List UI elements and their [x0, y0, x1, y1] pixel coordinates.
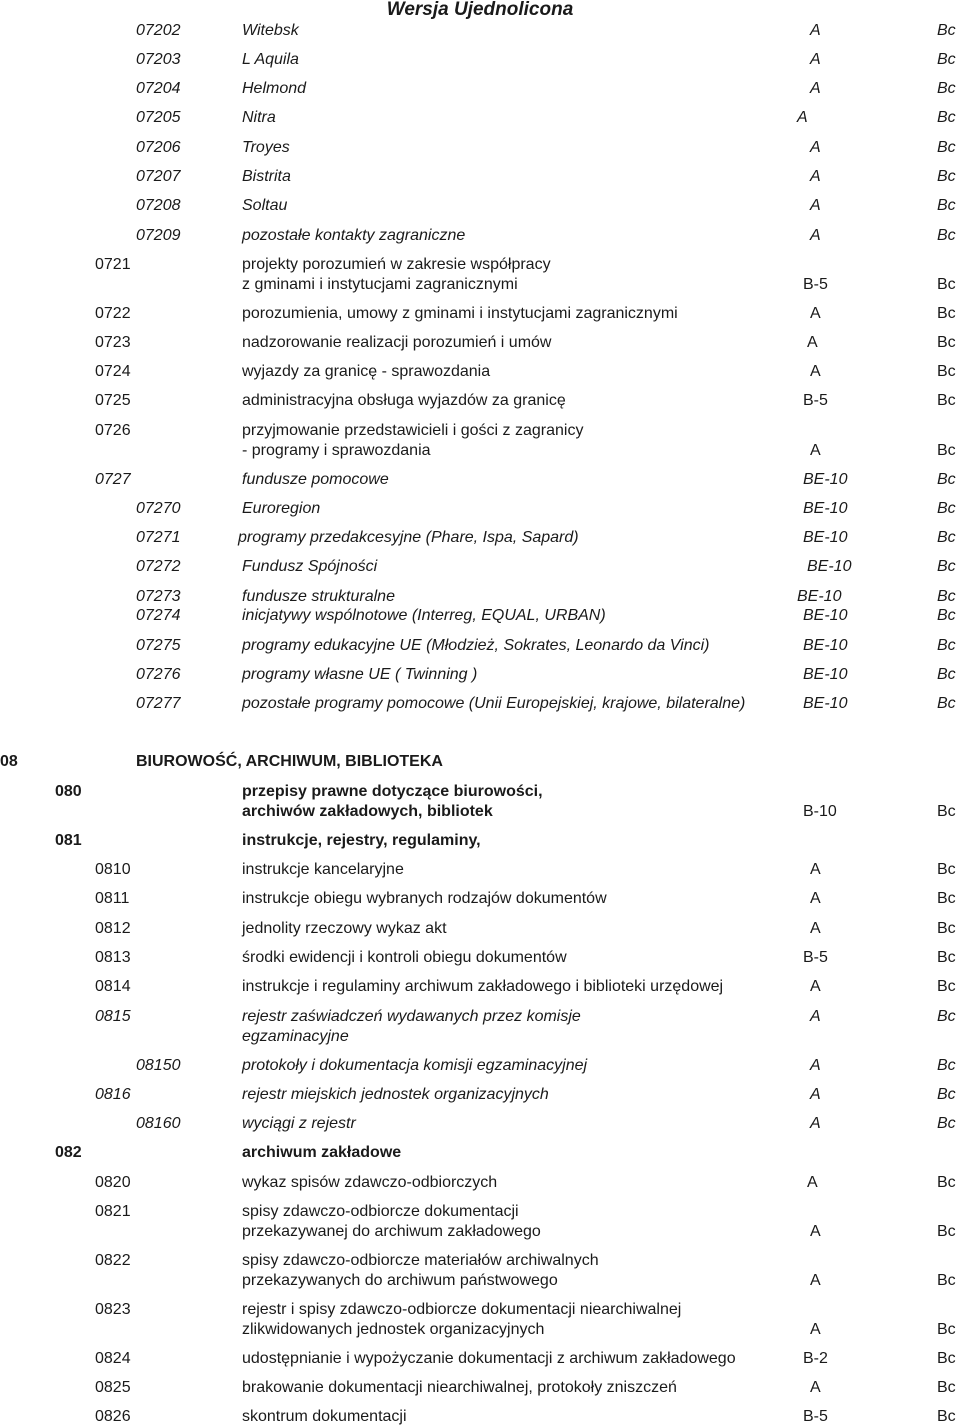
row-description: środki ewidencji i kontroli obiegu dokumentów — [242, 949, 567, 966]
row-period: Bc — [937, 109, 956, 126]
row-period: Bc — [937, 227, 956, 244]
row-description: Fundusz Spójności — [242, 558, 378, 575]
row-code: 07208 — [136, 197, 181, 214]
row-code: 0821 — [95, 1203, 131, 1220]
row-code: 0811 — [95, 890, 130, 907]
row-description: instrukcje obiegu wybranych rodzajów dokumentów — [242, 890, 607, 907]
row-code: 07209 — [136, 227, 181, 244]
row-code: 07205 — [136, 109, 181, 126]
row-period: Bc — [937, 1320, 956, 1338]
row-code: 08150 — [136, 1057, 181, 1074]
row-description-continued: - programy i sprawozdania — [242, 441, 431, 459]
row-category: BE-10 — [803, 666, 848, 683]
row-code: 0813 — [95, 949, 131, 966]
row-period: Bc — [937, 1271, 956, 1289]
row-code: 0814 — [95, 978, 131, 995]
row-description-continued: egzaminacyjne — [242, 1027, 349, 1045]
row-description: udostępnianie i wypożyczanie dokumentacji z archiwum zakładowego — [242, 1350, 736, 1367]
row-description: przepisy prawne dotyczące biurowości, — [242, 783, 543, 800]
row-period: Bc — [937, 666, 956, 683]
table-row — [0, 782, 960, 822]
row-category: BE-10 — [807, 558, 852, 575]
row-period: Bc — [937, 588, 956, 605]
row-code: 07272 — [136, 558, 181, 575]
row-description: fundusze strukturalne — [242, 588, 395, 605]
row-code: 0725 — [95, 392, 131, 409]
row-code: 0723 — [95, 334, 131, 351]
row-category: A — [797, 109, 808, 126]
row-period: Bc — [937, 949, 956, 966]
row-category: A — [810, 1115, 821, 1132]
row-category: A — [810, 861, 821, 878]
row-description: projekty porozumień w zakresie współpracy — [242, 256, 551, 273]
row-period: Bc — [937, 802, 956, 820]
row-category: A — [810, 363, 821, 380]
row-code: 0824 — [95, 1350, 131, 1367]
row-period: Bc — [937, 1008, 956, 1025]
row-category: A — [807, 1174, 818, 1191]
row-code: 0721 — [95, 256, 131, 273]
row-category: A — [810, 1086, 821, 1103]
row-category: A — [810, 168, 821, 185]
row-code: 0816 — [95, 1086, 131, 1103]
row-category: A — [810, 1057, 821, 1074]
row-category: A — [810, 22, 821, 39]
row-code: 080 — [55, 783, 82, 800]
row-period: Bc — [937, 275, 956, 293]
section-code: 08 — [0, 753, 18, 770]
table-row — [0, 1407, 960, 1427]
row-code: 07276 — [136, 666, 181, 683]
row-description: Witebsk — [242, 22, 299, 39]
row-category: B-5 — [803, 275, 828, 293]
row-category: A — [807, 334, 818, 351]
page-title: Wersja Ujednolicona — [386, 0, 574, 20]
row-period: Bc — [937, 441, 956, 459]
row-description: instrukcje kancelaryjne — [242, 861, 404, 878]
row-period: Bc — [937, 363, 956, 380]
row-description: pozostałe programy pomocowe (Unii Europejskiej, krajowe, bilateralne) — [242, 695, 746, 712]
row-description: Bistrita — [242, 168, 291, 185]
table-row — [0, 694, 960, 734]
row-category: B-10 — [803, 802, 837, 820]
row-code: 0823 — [95, 1301, 131, 1318]
table-row — [0, 255, 960, 295]
row-category: A — [810, 51, 821, 68]
row-category: A — [810, 1008, 821, 1025]
row-code: 0815 — [95, 1008, 131, 1025]
row-category: BE-10 — [803, 637, 848, 654]
row-code: 07277 — [136, 695, 181, 712]
row-code: 0727 — [95, 471, 131, 488]
row-code: 07207 — [136, 168, 181, 185]
row-period: Bc — [937, 1379, 956, 1396]
row-description: rejestr miejskich jednostek organizacyjnych — [242, 1086, 549, 1103]
row-category: A — [810, 305, 821, 322]
row-code: 07274 — [136, 607, 181, 624]
row-period: Bc — [937, 861, 956, 878]
row-category: B-5 — [803, 1408, 828, 1425]
row-description: programy własne UE ( Twinning ) — [242, 666, 478, 683]
row-description: porozumienia, umowy z gminami i instytucjami zagranicznymi — [242, 305, 678, 322]
row-period: Bc — [937, 890, 956, 907]
row-code: 07275 — [136, 637, 181, 654]
row-code: 0724 — [95, 363, 131, 380]
row-description-continued: z gminami i instytucjami zagranicznymi — [242, 275, 518, 293]
row-category: A — [810, 1320, 821, 1338]
row-description: Troyes — [242, 139, 290, 156]
table-row — [0, 1300, 960, 1340]
row-period: Bc — [937, 51, 956, 68]
row-category: BE-10 — [803, 500, 848, 517]
row-code: 07204 — [136, 80, 181, 97]
row-category: B-5 — [803, 949, 828, 966]
row-period: Bc — [937, 978, 956, 995]
table-row — [0, 421, 960, 461]
row-description: wyjazdy za granicę - sprawozdania — [242, 363, 491, 380]
row-description: rejestr i spisy zdawczo-odbiorcze dokumentacji niearchiwalnej — [242, 1301, 682, 1318]
row-category: A — [810, 197, 821, 214]
row-code: 07202 — [136, 22, 181, 39]
row-period: Bc — [937, 607, 956, 624]
row-category: A — [810, 1222, 821, 1240]
row-description: nadzorowanie realizacji porozumień i umów — [242, 334, 552, 351]
row-category: A — [810, 227, 821, 244]
row-period: Bc — [937, 334, 956, 351]
row-code: 0722 — [95, 305, 131, 322]
row-description: Euroregion — [242, 500, 321, 517]
row-code: 082 — [55, 1144, 82, 1161]
row-description-continued: przekazywanych do archiwum państwowego — [242, 1271, 558, 1289]
row-category: A — [810, 1271, 821, 1289]
row-description: inicjatywy wspólnotowe (Interreg, EQUAL, URBAN) — [242, 607, 606, 624]
row-description: jednolity rzeczowy wykaz akt — [242, 920, 447, 937]
row-code: 0726 — [95, 422, 131, 439]
row-period: Bc — [937, 1057, 956, 1074]
row-code: 0825 — [95, 1379, 131, 1396]
row-period: Bc — [937, 1115, 956, 1132]
row-code: 081 — [55, 832, 82, 849]
row-category: BE-10 — [797, 588, 842, 605]
row-description: L Aquila — [242, 51, 299, 68]
row-category: BE-10 — [803, 695, 848, 712]
row-period: Bc — [937, 920, 956, 937]
row-period: Bc — [937, 168, 956, 185]
row-code: 07203 — [136, 51, 181, 68]
row-description: protokoły i dokumentacja komisji egzaminacyjnej — [242, 1057, 588, 1074]
row-category: A — [810, 920, 821, 937]
row-description: skontrum dokumentacji — [242, 1408, 407, 1425]
row-description: wykaz spisów zdawczo-odbiorczych — [242, 1174, 498, 1191]
row-code: 0822 — [95, 1252, 131, 1269]
row-period: Bc — [937, 1086, 956, 1103]
section-title: BIUROWOŚĆ, ARCHIWUM, BIBLIOTEKA — [136, 753, 443, 770]
row-description: brakowanie dokumentacji niearchiwalnej, protokoły zniszczeń — [242, 1379, 677, 1396]
row-description: przyjmowanie przedstawicieli i gości z zagranicy — [242, 422, 584, 439]
table-row — [0, 1202, 960, 1242]
row-code: 0820 — [95, 1174, 131, 1191]
row-description: archiwum zakładowe — [242, 1144, 402, 1161]
row-period: Bc — [937, 1174, 956, 1191]
row-description: spisy zdawczo-odbiorcze materiałów archiwalnych — [242, 1252, 599, 1269]
row-period: Bc — [937, 139, 956, 156]
row-period: Bc — [937, 695, 956, 712]
row-description: programy przedakcesyjne (Phare, Ispa, Sapard) — [238, 529, 579, 546]
row-category: A — [810, 890, 821, 907]
row-period: Bc — [937, 305, 956, 322]
row-period: Bc — [937, 392, 956, 409]
row-code: 07270 — [136, 500, 181, 517]
row-code: 07271 — [136, 529, 181, 546]
row-description: Soltau — [242, 197, 288, 214]
row-description: pozostałe kontakty zagraniczne — [242, 227, 466, 244]
row-code: 0826 — [95, 1408, 131, 1425]
row-code: 0812 — [95, 920, 131, 937]
row-description: spisy zdawczo-odbiorcze dokumentacji — [242, 1203, 519, 1220]
row-description-continued: przekazywanej do archiwum zakładowego — [242, 1222, 541, 1240]
row-category: A — [810, 978, 821, 995]
row-period: Bc — [937, 471, 956, 488]
row-period: Bc — [937, 22, 956, 39]
table-row — [0, 1251, 960, 1291]
row-code: 08160 — [136, 1115, 181, 1132]
row-category: A — [810, 139, 821, 156]
row-period: Bc — [937, 197, 956, 214]
row-category: BE-10 — [803, 607, 848, 624]
row-code: 07206 — [136, 139, 181, 156]
row-description: Helmond — [242, 80, 307, 97]
row-code: 07273 — [136, 588, 181, 605]
row-period: Bc — [937, 500, 956, 517]
row-category: B-5 — [803, 392, 828, 409]
row-description: administracyjna obsługa wyjazdów za granicę — [242, 392, 566, 409]
row-description: Nitra — [242, 109, 276, 126]
row-period: Bc — [937, 1222, 956, 1240]
row-description-continued: zlikwidowanych jednostek organizacyjnych — [242, 1320, 545, 1338]
row-description: fundusze pomocowe — [242, 471, 389, 488]
row-description: rejestr zaświadczeń wydawanych przez komisje — [242, 1008, 581, 1025]
row-category: A — [810, 80, 821, 97]
row-category: BE-10 — [803, 471, 848, 488]
row-period: Bc — [937, 1408, 956, 1425]
row-period: Bc — [937, 529, 956, 546]
row-category: A — [810, 441, 821, 459]
row-category: BE-10 — [803, 529, 848, 546]
row-description: wyciągi z rejestr — [242, 1115, 356, 1132]
row-description: instrukcje i regulaminy archiwum zakładowego i biblioteki urzędowej — [242, 978, 724, 995]
row-period: Bc — [937, 558, 956, 575]
row-category: A — [810, 1379, 821, 1396]
row-period: Bc — [937, 1350, 956, 1367]
row-code: 0810 — [95, 861, 131, 878]
row-description: instrukcje, rejestry, regulaminy, — [242, 832, 481, 849]
row-period: Bc — [937, 80, 956, 97]
row-description-continued: archiwów zakładowych, bibliotek — [242, 802, 493, 820]
row-category: B-2 — [803, 1350, 828, 1367]
row-period: Bc — [937, 637, 956, 654]
row-description: programy edukacyjne UE (Młodzież, Sokrates, Leonardo da Vinci) — [242, 637, 710, 654]
table-row — [0, 1007, 960, 1047]
